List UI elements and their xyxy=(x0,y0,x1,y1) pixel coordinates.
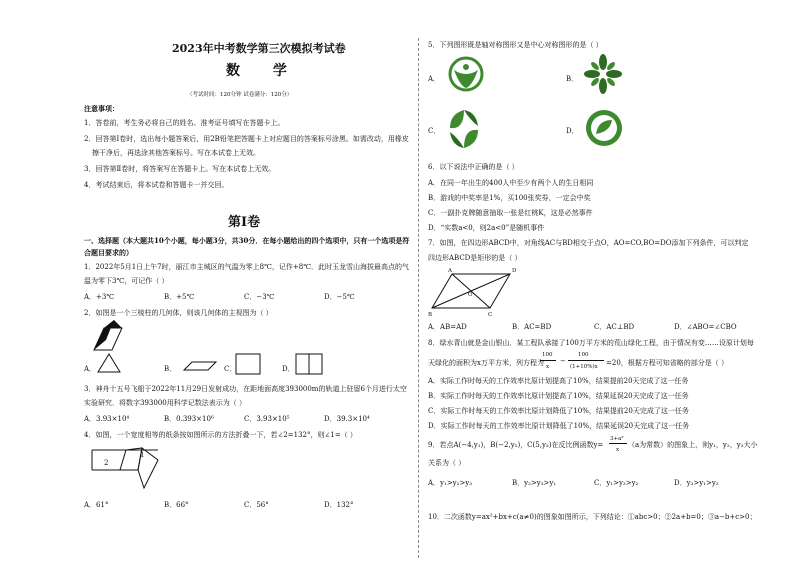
subject-title: 数 学 xyxy=(226,63,301,79)
q8-text: 8．绿水青山就是金山银山．某工程队承接了100万平方米的荒山绿化工程，由于情况有变……设原计划每 xyxy=(428,339,754,347)
rectangle-figure[interactable] xyxy=(234,352,262,376)
q4-option-d[interactable]: D．132° xyxy=(324,501,354,509)
q7-option-d[interactable]: D．∠ABO=∠CBO xyxy=(674,323,737,331)
note-item: 2．回答第Ⅰ卷时，选出每小题答案后，用2B铅笔把答题卡上对应题目的答案标号涂黑。如需改动，用橡皮 xyxy=(84,135,409,143)
note-item: 3．回答第Ⅱ卷时，将答案写在答题卡上。写在本试卷上无效。 xyxy=(84,165,276,173)
q1-text: 1．2022年5月1日上午7时，丽江市主城区的气温为零上8℃，记作+8℃．此时玉龙雪山海拔最高点的气 xyxy=(84,263,410,271)
q5-option-a[interactable]: A． xyxy=(428,75,441,83)
twin-leaf-icon[interactable] xyxy=(444,108,484,150)
split-rectangle-figure[interactable] xyxy=(294,352,324,376)
frac1-den: x xyxy=(546,364,550,370)
q8-text: =20，根据方程可知省略的部分是（ ） xyxy=(606,359,728,367)
vertex-label-a: A xyxy=(448,268,452,274)
note-item: 4．考试结束后，将本试卷和答题卡一并交回。 xyxy=(84,181,229,189)
q1-option-b[interactable]: B．+5℃ xyxy=(164,293,195,301)
q4-option-a[interactable]: A．61° xyxy=(84,501,109,509)
q5-option-b[interactable]: B． xyxy=(566,75,579,83)
q9-text: 关系为（ ） xyxy=(428,459,466,467)
right-column xyxy=(424,0,764,562)
q9-text: 9．若点A(−4,y₁)，B(−2,y₂)，C(5,y₃)在反比例函数y= xyxy=(428,441,604,449)
frac1-bar xyxy=(540,360,556,361)
q3-option-b[interactable]: B．0.393×10⁶ xyxy=(164,415,214,423)
four-leaf-flower-icon[interactable] xyxy=(584,54,622,94)
q9-frac-bar xyxy=(609,443,627,444)
leaf-badge-icon[interactable] xyxy=(584,108,624,148)
vertex-label-d: D xyxy=(512,268,517,274)
q3-text: 实验研究．将数字393000用科学记数法表示为（ ） xyxy=(84,399,246,407)
q2-text: 2．如图是一个三棱柱的几何体，则该几何体的主视图为（ ） xyxy=(84,309,273,317)
frac2-num: 100 xyxy=(578,352,589,358)
note-item: 擦干净后，再选涂其他答案标号。写在本试卷上无效。 xyxy=(92,149,260,157)
q1-text: 温为零下3℃，可记作（ ） xyxy=(84,277,169,285)
parallelogram-figure[interactable] xyxy=(182,360,218,372)
q9-option-b[interactable]: B．y₂>y₃>y₁ xyxy=(512,479,557,487)
triangle-figure[interactable] xyxy=(96,352,122,374)
q8-option-b[interactable]: B．实际工作时每天的工作效率比原计划提高了10%，结果延误20天完成了这一任务 xyxy=(428,392,689,400)
q2-option-b[interactable]: B． xyxy=(164,365,177,373)
q9-frac-num: 3+a² xyxy=(610,436,624,442)
q5-option-c[interactable]: C． xyxy=(428,127,441,135)
q6-option-c[interactable]: C．一副扑克牌随意抽取一张是红桃K，这是必然事件 xyxy=(428,209,593,217)
exam-meta: （考试时间：120分钟 试卷满分：120分） xyxy=(187,92,293,98)
q7-text: 四边形ABCD是矩形的是（ ） xyxy=(428,254,522,262)
q8-text: 天绿化的面积为x万平方米，列方程为 xyxy=(428,359,544,367)
left-column xyxy=(84,0,414,562)
q4-text: 4．如图，一个宽度相等的纸条按如图所示的方法折叠一下，若∠2=132°，则∠1=（ ） xyxy=(84,431,357,439)
vertex-label-c: C xyxy=(488,312,493,318)
q7-option-a[interactable]: A．AB=AD xyxy=(428,323,467,331)
q7-option-c[interactable]: C．AC⊥BD xyxy=(594,323,635,331)
frac2-bar xyxy=(568,360,604,361)
q8-option-a[interactable]: A．实际工作时每天的工作效率比原计划提高了10%，结果提前20天完成了这一任务 xyxy=(428,377,689,385)
note-item: 1．答卷前，考生务必将自己的姓名、准考证号填写在答题卡上。 xyxy=(84,119,285,127)
q10-text: 10．二次函数y=ax²+bx+c(a≠0)的图象如图所示，下列结论：①abc>0；②2a+b=0；③a−b+c>0； xyxy=(428,513,757,521)
notes-heading: 注意事项： xyxy=(84,104,119,113)
section-desc: 一、选择题（本大题共10个小题，每小题3分，共30分．在每小题给出的四个选项中，只有一个选项是符 xyxy=(84,236,410,245)
angle-label-1: 1 xyxy=(140,451,145,459)
q9-frac-den: x xyxy=(616,447,620,453)
q7-option-b[interactable]: B．AC=BD xyxy=(512,323,552,331)
frac1-num: 100 xyxy=(542,352,553,358)
q2-option-d[interactable]: D． xyxy=(282,365,295,373)
frac2-den: (1+10%)x xyxy=(570,364,598,370)
exam-title: 2023年中考数学第三次模拟考试卷 xyxy=(172,42,346,55)
q3-text: 3．神舟十五号飞船于2022年11月29日发射成功，在距地面高度393000m的轨道上驻留6个月进行太空 xyxy=(84,385,407,393)
prism-figure xyxy=(92,320,124,352)
q1-option-a[interactable]: A．+3℃ xyxy=(84,293,115,301)
q4-option-b[interactable]: B．66° xyxy=(164,501,189,509)
q1-option-c[interactable]: C．−3℃ xyxy=(244,293,275,301)
q4-option-c[interactable]: C．56° xyxy=(244,501,269,509)
q3-option-c[interactable]: C．3.93×10⁵ xyxy=(244,415,290,423)
q8-option-c[interactable]: C．实际工作时每天的工作效率比原计划降低了10%，结果提前20天完成了这一任务 xyxy=(428,407,689,415)
q5-text: 5．下列图形既是轴对称图形又是中心对称图形的是（ ） xyxy=(428,41,603,49)
q7-text: 7．如图，在四边形ABCD中，对角线AC与BD相交于点O，AO=CO,BO=DO添加下列条件，可以判定 xyxy=(428,239,749,247)
q5-option-d[interactable]: D． xyxy=(566,127,579,135)
vertex-label-b: B xyxy=(428,312,433,318)
q2-option-a[interactable]: A． xyxy=(84,365,97,373)
q6-option-b[interactable]: B．游戏的中奖率是1%，买100张奖券，一定会中奖 xyxy=(428,194,591,202)
section-desc: 合题目要求的） xyxy=(84,248,133,257)
vertex-label-o: O xyxy=(468,292,473,298)
column-divider xyxy=(418,38,419,558)
q6-option-d[interactable]: D．“实数a<0，则2a<0”是随机事件 xyxy=(428,224,545,232)
q9-option-d[interactable]: D．y₃>y₁>y₂ xyxy=(674,479,719,487)
angle-label-2: 2 xyxy=(104,459,109,467)
q3-option-d[interactable]: D．39.3×10⁴ xyxy=(324,415,370,423)
q9-option-c[interactable]: C．y₁>y₃>y₂ xyxy=(594,479,639,487)
q2-option-c[interactable]: C． xyxy=(224,365,237,373)
q9-text: （a为常数）的图象上，则y₁，y₂，y₃大小 xyxy=(628,441,758,449)
section-title: 第Ⅰ卷 xyxy=(228,215,261,230)
q3-option-a[interactable]: A．3.93×10⁴ xyxy=(84,415,130,423)
q1-option-d[interactable]: D．−5℃ xyxy=(324,293,355,301)
folded-strip-figure xyxy=(90,444,160,490)
minus-sign: − xyxy=(560,357,566,365)
q6-option-a[interactable]: A．在同一年出生的400人中至少有两个人的生日相同 xyxy=(428,179,594,187)
q9-option-a[interactable]: A．y₁>y₂>y₃ xyxy=(428,479,473,487)
q8-option-d[interactable]: D．实际工作时每天的工作效率比原计划降低了10%，结果延误20天完成了这一任务 xyxy=(428,422,690,430)
leaf-circle-logo-icon[interactable] xyxy=(448,56,484,92)
q6-text: 6．以下说法中正确的是（ ） xyxy=(428,163,519,171)
